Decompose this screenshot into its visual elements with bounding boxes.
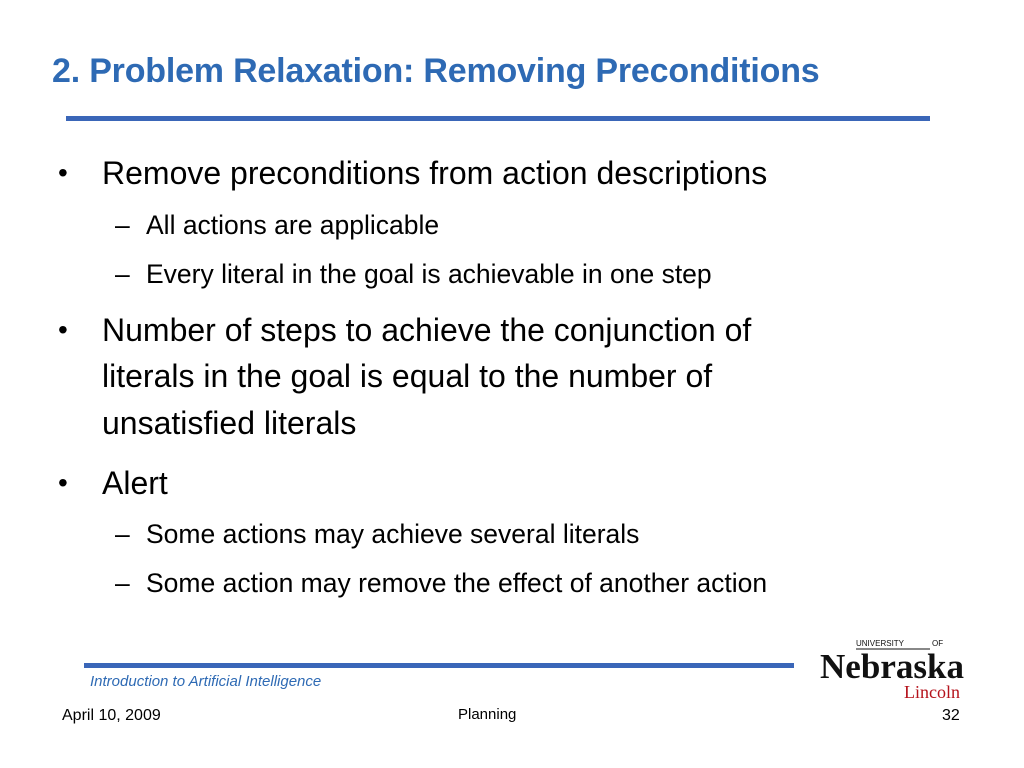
dash-marker: –: [115, 210, 130, 240]
sub-bullet-1-1-text: All actions are applicable: [146, 210, 440, 240]
sub-bullet-1-2-text: Every literal in the goal is achievable in one step: [146, 259, 712, 289]
logo-nebraska-text: Nebraska: [820, 647, 964, 686]
bullet-2-line-3: unsatisfied literals: [102, 405, 357, 441]
dash-marker: –: [115, 568, 130, 598]
bullet-2-line-1: Number of steps to achieve the conjunction of: [102, 312, 752, 348]
bullet-2-line-2: literals in the goal is equal to the number of: [102, 358, 713, 394]
footer-topic: Planning: [458, 706, 517, 723]
sub-bullet-3-1-text: Some actions may achieve several literals: [146, 519, 640, 549]
bullet-3-text: Alert: [102, 465, 168, 501]
footer-divider: [84, 663, 794, 668]
bullet-marker: •: [58, 157, 68, 188]
dash-marker: –: [115, 259, 130, 289]
university-logo: [818, 636, 968, 702]
bullet-marker: •: [58, 467, 68, 498]
slide-title: 2. Problem Relaxation: Removing Preconditions: [52, 52, 820, 90]
page-number: 32: [942, 707, 960, 724]
logo-university-text: UNIVERSITY: [856, 639, 905, 648]
footer-date: April 10, 2009: [62, 707, 161, 724]
logo-lincoln-text: Lincoln: [904, 682, 960, 702]
dash-marker: –: [115, 519, 130, 549]
bullet-1-text: Remove preconditions from action descriptions: [102, 155, 768, 191]
sub-bullet-3-2-text: Some action may remove the effect of another action: [146, 568, 768, 598]
bullet-marker: •: [58, 314, 68, 345]
logo-of-text: OF: [932, 639, 944, 648]
course-name: Introduction to Artificial Intelligence: [90, 673, 322, 690]
